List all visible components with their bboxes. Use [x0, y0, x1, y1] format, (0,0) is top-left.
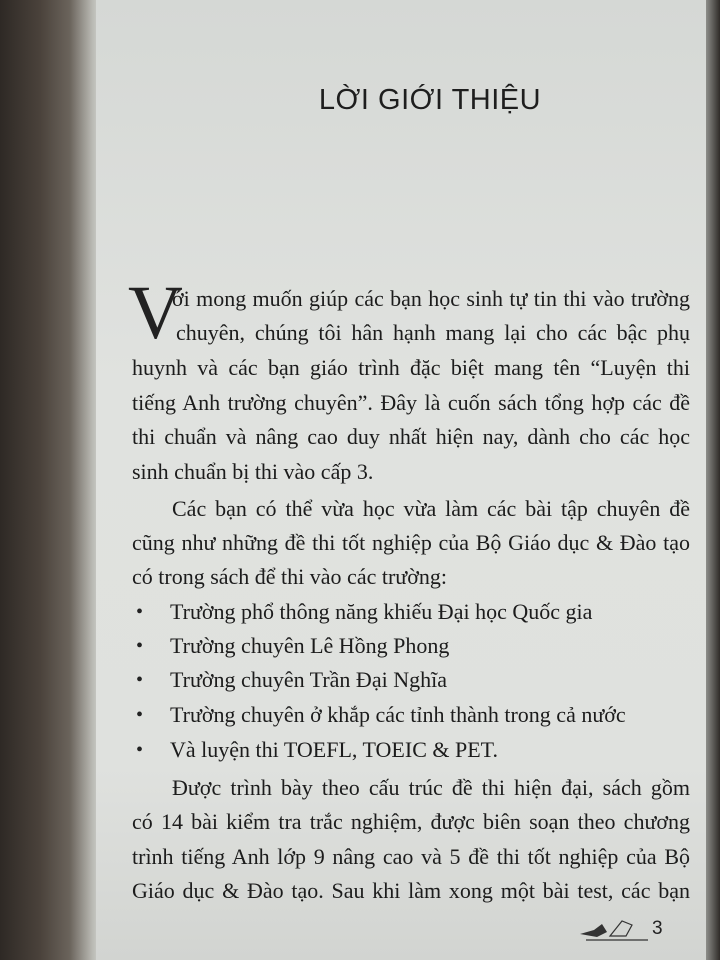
bullet-icon: •: [136, 635, 144, 657]
bullet-item: Trường phổ thông năng khiếu Đại học Quốc gia: [170, 599, 593, 624]
text-line: cũng như những đề thi tốt nghiệp của Bộ Giáo dục & Đào tạo: [132, 530, 690, 555]
drop-cap: V: [128, 271, 183, 355]
page-ornament-icon: [578, 918, 648, 942]
bullet-icon: •: [136, 669, 144, 691]
text-line: ới mong muốn giúp các bạn học sinh tự tin thi vào trường: [172, 286, 690, 311]
page-title: LỜI GIỚI THIỆU: [318, 84, 542, 116]
text-line: chuyên, chúng tôi hân hạnh mang lại cho các bậc phụ: [176, 320, 690, 345]
text-line: huynh và các bạn giáo trình đặc biệt mang tên “Luyện thi: [132, 355, 690, 380]
bullet-icon: •: [136, 601, 144, 623]
text-line: sinh chuẩn bị thi vào cấp 3.: [132, 459, 374, 484]
bullet-item: Trường chuyên ở khắp các tỉnh thành trong cả nước: [170, 702, 626, 727]
text-line: có trong sách để thi vào các trường:: [132, 564, 447, 589]
page-edge-shadow: [706, 0, 720, 960]
bullet-item: Trường chuyên Trần Đại Nghĩa: [170, 667, 447, 692]
text-line: Được trình bày theo cấu trúc đề thi hiện đại, sách gồm: [172, 775, 690, 800]
text-line: trình tiếng Anh lớp 9 nâng cao và 5 đề thi tốt nghiệp của Bộ: [132, 844, 690, 869]
text-line: tiếng Anh trường chuyên”. Đây là cuốn sách tổng hợp các đề: [132, 390, 690, 415]
bullet-icon: •: [136, 739, 144, 761]
bullet-icon: •: [136, 704, 144, 726]
text-line: thi chuẩn và nâng cao duy nhất hiện nay, dành cho các học: [132, 424, 690, 449]
page-number: 3: [652, 918, 663, 939]
book-spine-shadow: [0, 0, 100, 960]
text-line: Giáo dục & Đào tạo. Sau khi làm xong một bài test, các bạn: [132, 878, 690, 903]
text-line: có 14 bài kiểm tra trắc nghiệm, được biên soạn theo chương: [132, 809, 690, 834]
bullet-item: Trường chuyên Lê Hồng Phong: [170, 633, 450, 658]
bullet-item: Và luyện thi TOEFL, TOEIC & PET.: [170, 737, 498, 762]
text-line: Các bạn có thể vừa học vừa làm các bài tập chuyên đề: [172, 496, 690, 521]
